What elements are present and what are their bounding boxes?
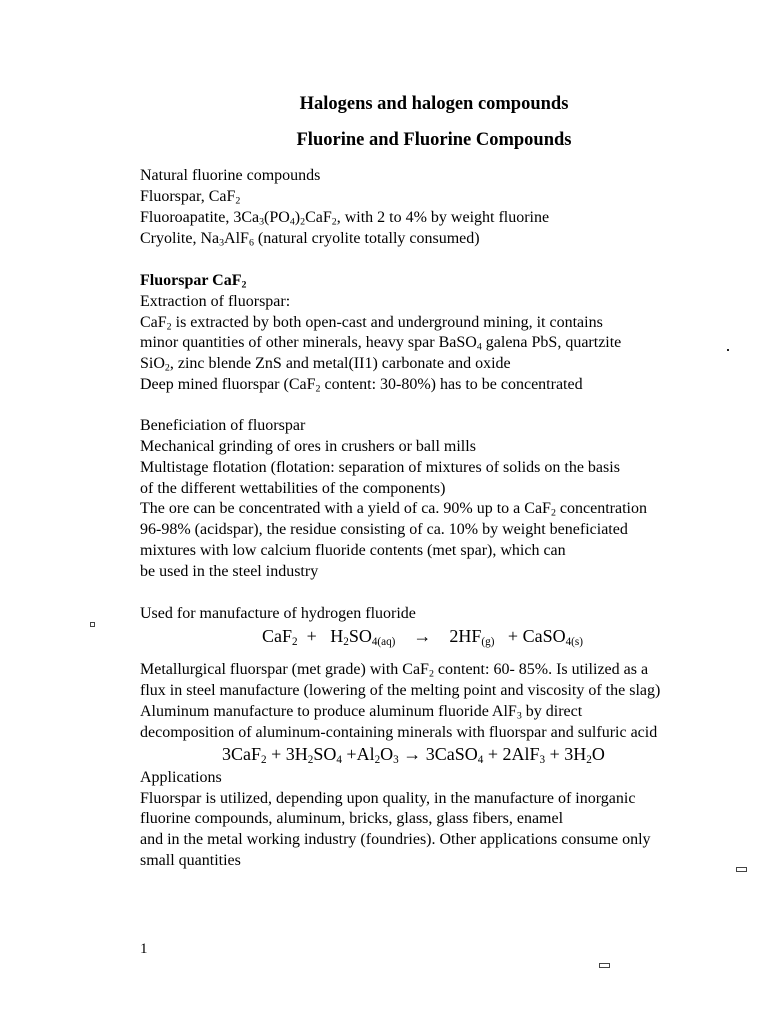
- extraction-line-1: CaF$_2$ is extracted by both open-cast and underground mining, it contains: [140, 314, 603, 333]
- anchor-marker: [736, 867, 747, 872]
- page-number: 1: [140, 941, 148, 957]
- applications-line-2: fluorine compounds, aluminum, bricks, glass, glass fibers, enamel: [140, 810, 564, 827]
- beneficiation-line-7: be used in the steel industry: [140, 563, 319, 580]
- natural-heading: Natural fluorine compounds: [140, 167, 321, 184]
- beneficiation-heading: Beneficiation of fluorspar: [140, 417, 306, 434]
- applications-line-4: small quantities: [140, 852, 241, 869]
- alf3-equation: $3CaF_2 + 3H_2SO_4 +Al_2O_3$ → 3CaSO$_4$ + $2AlF_3 + 3H_2O$: [222, 744, 605, 766]
- beneficiation-line-4: The ore can be concentrated with a yield of ca. 90% up to a CaF$_2$ concentration: [140, 500, 647, 519]
- hf-heading: Used for manufacture of hydrogen fluoride: [140, 605, 416, 622]
- beneficiation-line-5: 96-98% (acidspar), the residue consisting of ca. 10% by weight beneficiated: [140, 521, 628, 538]
- metallurgical-line-4: decomposition of aluminum-containing minerals with fluorspar and sulfuric acid: [140, 724, 658, 741]
- beneficiation-line-1: Mechanical grinding of ores in crushers or ball mills: [140, 438, 476, 455]
- beneficiation-line-3: of the different wettabilities of the components): [140, 480, 446, 497]
- anchor-marker: [727, 349, 729, 351]
- fluorspar-line: Fluorspar, CaF$_2$: [140, 188, 241, 207]
- metallurgical-line-1: Metallurgical fluorspar (met grade) with CaF$_2$ content: 60- 85%. Is utilized as a: [140, 661, 649, 680]
- extraction-line-4: Deep mined fluorspar (CaF$_2$ content: 30-80%) has to be concentrated: [140, 376, 583, 395]
- hf-equation: CaF$_2$ + $H_2SO_{4(aq)}$ → $2HF_{(g)}$ + CaSO$_{4(s)}$: [262, 626, 583, 648]
- applications-line-3: and in the metal working industry (foundries). Other applications consume only: [140, 831, 651, 848]
- extraction-line-2: minor quantities of other minerals, heavy spar BaSO$_4$ galena PbS, quartzite: [140, 334, 622, 353]
- fluoroapatite-line: Fluoroapatite, $3Ca_3(PO_4)_2CaF_2$, with 2 to 4% by weight fluorine: [140, 209, 550, 228]
- extraction-line-3: SiO$_2$, zinc blende ZnS and metal(II1) carbonate and oxide: [140, 355, 511, 374]
- fluorspar-heading: Fluorspar CaF$_2$: [140, 272, 247, 291]
- anchor-marker: [90, 622, 95, 627]
- cryolite-line: Cryolite, $Na_3AlF_6$ (natural cryolite totally consumed): [140, 230, 480, 249]
- metallurgical-line-3: Aluminum manufacture to produce aluminum fluoride AlF$_3$ by direct: [140, 703, 583, 722]
- applications-line-1: Fluorspar is utilized, depending upon quality, in the manufacture of inorganic: [140, 790, 636, 807]
- anchor-marker: [599, 963, 610, 968]
- extraction-heading: Extraction of fluorspar:: [140, 293, 291, 310]
- beneficiation-line-2: Multistage flotation (flotation: separation of mixtures of solids on the basis: [140, 459, 620, 476]
- applications-heading: Applications: [140, 769, 222, 786]
- page-subtitle: Fluorine and Fluorine Compounds: [296, 130, 572, 150]
- beneficiation-line-6: mixtures with low calcium fluoride contents (met spar), which can: [140, 542, 566, 559]
- page-title: Halogens and halogen compounds: [299, 94, 569, 114]
- metallurgical-line-2: flux in steel manufacture (lowering of the melting point and viscosity of the slag): [140, 682, 661, 699]
